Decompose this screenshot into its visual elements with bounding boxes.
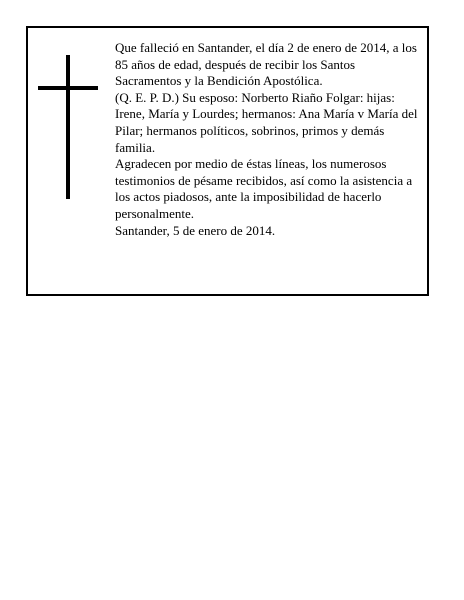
cross-vertical-bar [66,55,70,199]
notice-paragraph-death: Que falleció en Santander, el día 2 de enero de 2014, a los 85 años de edad, después de recibir los Santos Sacramentos y la Bendición Apostólica. [115,40,417,89]
notice-paragraph-family: (Q. E. P. D.) Su esposo: Norberto Riaño Folgar: hijas: Irene, María y Lourdes; hermanos: Ana María v María del Pilar; hermanos políticos, sobrinos, primos y demás familia. [115,89,418,155]
latin-cross-icon [38,55,98,199]
notice-paragraph-date: Santander, 5 de enero de 2014. [115,222,276,238]
notice-text [115,40,421,239]
notice-paragraph-thanks: Agradecen por medio de éstas líneas, los numerosos testimonios de pésame recibidos, así como la asistencia a los actos piadosos, ante la imposibilidad de hacerlo personalmente. [115,156,413,221]
cross-horizontal-bar [38,86,98,90]
obituary-notice [26,26,429,296]
